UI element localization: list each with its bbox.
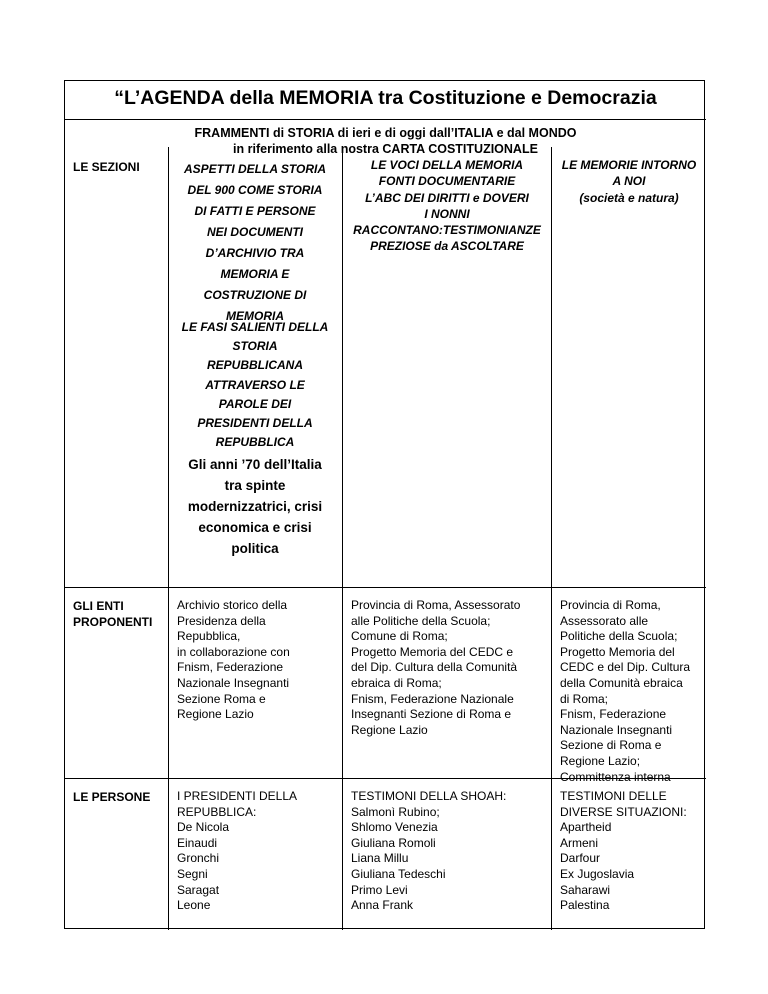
text-line: I PRESIDENTI DELLA: [177, 789, 298, 803]
text-line: del Dip. Cultura della Comunità: [351, 660, 518, 675]
persone-col3: [560, 789, 704, 914]
text-line: ASPETTI DELLA STORIA: [183, 162, 326, 176]
text-line: TESTIMONI DELLA SHOAH:: [351, 789, 507, 803]
text-line: GLI ENTI: [73, 599, 124, 613]
text-line: Regione Lazio;: [560, 753, 641, 768]
text-line: FONTI DOCUMENTARIE: [378, 174, 516, 189]
text-line: Saharawi: [560, 882, 611, 897]
text-line: TESTIMONI DELLE: [560, 789, 667, 803]
text-line: I NONNI: [424, 206, 470, 221]
text-line: A NOI: [612, 174, 646, 189]
sezioni-col1-block2: [173, 318, 337, 452]
text-line: DEL 900 COME STORIA: [187, 183, 323, 197]
text-line: Segni: [177, 866, 208, 881]
sezioni-col2: [346, 157, 548, 255]
text-line: Liana Millu: [351, 851, 409, 866]
text-line: Regione Lazio: [351, 722, 428, 737]
text-line: Committenza interna: [560, 769, 671, 784]
text-line: Presidenza della: [177, 613, 266, 628]
text-line: LE MEMORIE INTORNO: [561, 158, 697, 172]
text-line: D’ARCHIVIO TRA: [205, 246, 305, 260]
rule-below-sections: [65, 587, 706, 588]
text-line: ebraica di Roma;: [351, 675, 442, 690]
text-line: Assessorato alle: [560, 613, 649, 628]
text-line: politica: [231, 541, 279, 556]
text-line: Insegnanti Sezione di Roma e: [351, 707, 512, 722]
text-line: Fnism, Federazione Nazionale: [351, 691, 514, 706]
text-line: COSTRUZIONE DI: [203, 288, 307, 302]
text-line: Provincia di Roma,: [560, 598, 661, 612]
subtitle-line-1: FRAMMENTI di STORIA di ieri e di oggi dall’ITALIA e dal MONDO: [194, 126, 577, 140]
text-line: Shlomo Venezia: [351, 820, 438, 835]
enti-col3: [560, 598, 704, 785]
persone-col1: [177, 789, 341, 914]
text-line: Giuliana Tedeschi: [351, 866, 446, 881]
text-line: (società e natura): [579, 190, 679, 205]
text-line: CEDC e del Dip. Cultura: [560, 660, 691, 675]
text-line: Primo Levi: [351, 882, 408, 897]
text-line: Armeni: [560, 835, 599, 850]
text-line: REPUBBLICA:: [177, 804, 257, 819]
text-line: LE FASI SALIENTI DELLA: [181, 320, 329, 334]
text-line: Ex Jugoslavia: [560, 866, 635, 881]
text-line: Sezione di Roma e: [560, 738, 662, 753]
text-line: Fnism, Federazione: [177, 660, 284, 675]
text-line: Salmonì Rubino;: [351, 804, 440, 819]
enti-col1: [177, 598, 341, 723]
text-line: Gronchi: [177, 851, 220, 866]
text-line: Anna Frank: [351, 898, 414, 913]
text-line: DI FATTI E PERSONE: [194, 204, 316, 218]
text-line: ATTRAVERSO LE: [205, 377, 305, 392]
sezioni-col1-block3: [173, 454, 337, 559]
text-line: in collaborazione con: [177, 644, 290, 659]
sezioni-col1-block1: [173, 159, 337, 327]
page-title: “L’AGENDA della MEMORIA tra Costituzione e Democrazia: [114, 87, 657, 109]
text-line: RACCONTANO:TESTIMONIANZE: [353, 223, 541, 238]
sezioni-col3: [555, 157, 703, 206]
document-table: [64, 80, 705, 929]
enti-col2: [351, 598, 551, 738]
text-line: Palestina: [560, 898, 610, 913]
text-line: Nazionale Insegnanti: [560, 722, 673, 737]
text-line: Einaudi: [177, 835, 218, 850]
text-line: De Nicola: [177, 820, 230, 835]
rule-col-2: [551, 147, 552, 930]
text-line: Darfour: [560, 851, 601, 866]
text-line: di Roma;: [560, 691, 609, 706]
text-line: Provincia di Roma, Assessorato: [351, 598, 521, 612]
text-line: modernizzatrici, crisi: [187, 499, 323, 514]
text-line: Nazionale Insegnanti: [177, 675, 290, 690]
text-line: Fnism, Federazione: [560, 707, 667, 722]
page-subtitle: [65, 125, 706, 157]
text-line: Sezione Roma e: [177, 691, 266, 706]
text-line: PRESIDENTI DELLA: [197, 416, 313, 431]
text-line: LE VOCI DELLA MEMORIA: [370, 158, 524, 172]
text-line: PREZIOSE da ASCOLTARE: [370, 239, 524, 254]
text-line: Apartheid: [560, 820, 612, 835]
row-label-enti: [73, 598, 152, 630]
text-line: Leone: [177, 898, 211, 913]
persone-col2: [351, 789, 551, 914]
text-line: MEMORIA: [226, 309, 284, 323]
text-line: Gli anni ’70 dell’Italia: [188, 457, 322, 472]
text-line: PAROLE DEI: [218, 396, 292, 411]
row-label-persone: LE PERSONE: [73, 790, 151, 804]
text-line: alle Politiche della Scuola;: [351, 613, 491, 628]
row-label-sezioni: LE SEZIONI: [73, 160, 140, 174]
text-line: Progetto Memoria del CEDC e: [351, 644, 514, 659]
text-line: Giuliana Romoli: [351, 835, 436, 850]
text-line: NEI DOCUMENTI: [207, 225, 303, 239]
text-line: REPUBBLICANA: [207, 358, 303, 373]
text-line: della Comunità ebraica: [560, 675, 683, 690]
text-line: Saragat: [177, 882, 220, 897]
text-line: REPUBBLICA: [215, 435, 295, 450]
subtitle-line-2: in riferimento alla nostra CARTA COSTITUZIONALE: [233, 142, 538, 156]
text-line: MEMORIA E: [220, 267, 290, 281]
text-line: tra spinte: [224, 478, 286, 493]
text-line: economica e crisi: [198, 520, 312, 535]
rule-below-title: [65, 119, 706, 120]
text-line: Politiche della Scuola;: [560, 629, 678, 644]
text-line: Repubblica,: [177, 629, 241, 644]
text-line: DIVERSE SITUAZIONI:: [560, 804, 687, 819]
text-line: L’ABC DEI DIRITTI e DOVERI: [365, 190, 529, 205]
rule-col-label: [168, 147, 169, 930]
text-line: Progetto Memoria del: [560, 644, 675, 659]
rule-col-1: [342, 147, 343, 930]
text-line: Regione Lazio: [177, 707, 254, 722]
text-line: PROPONENTI: [73, 615, 153, 629]
text-line: Comune di Roma;: [351, 629, 448, 644]
text-line: STORIA: [232, 339, 278, 354]
text-line: Archivio storico della: [177, 598, 288, 612]
